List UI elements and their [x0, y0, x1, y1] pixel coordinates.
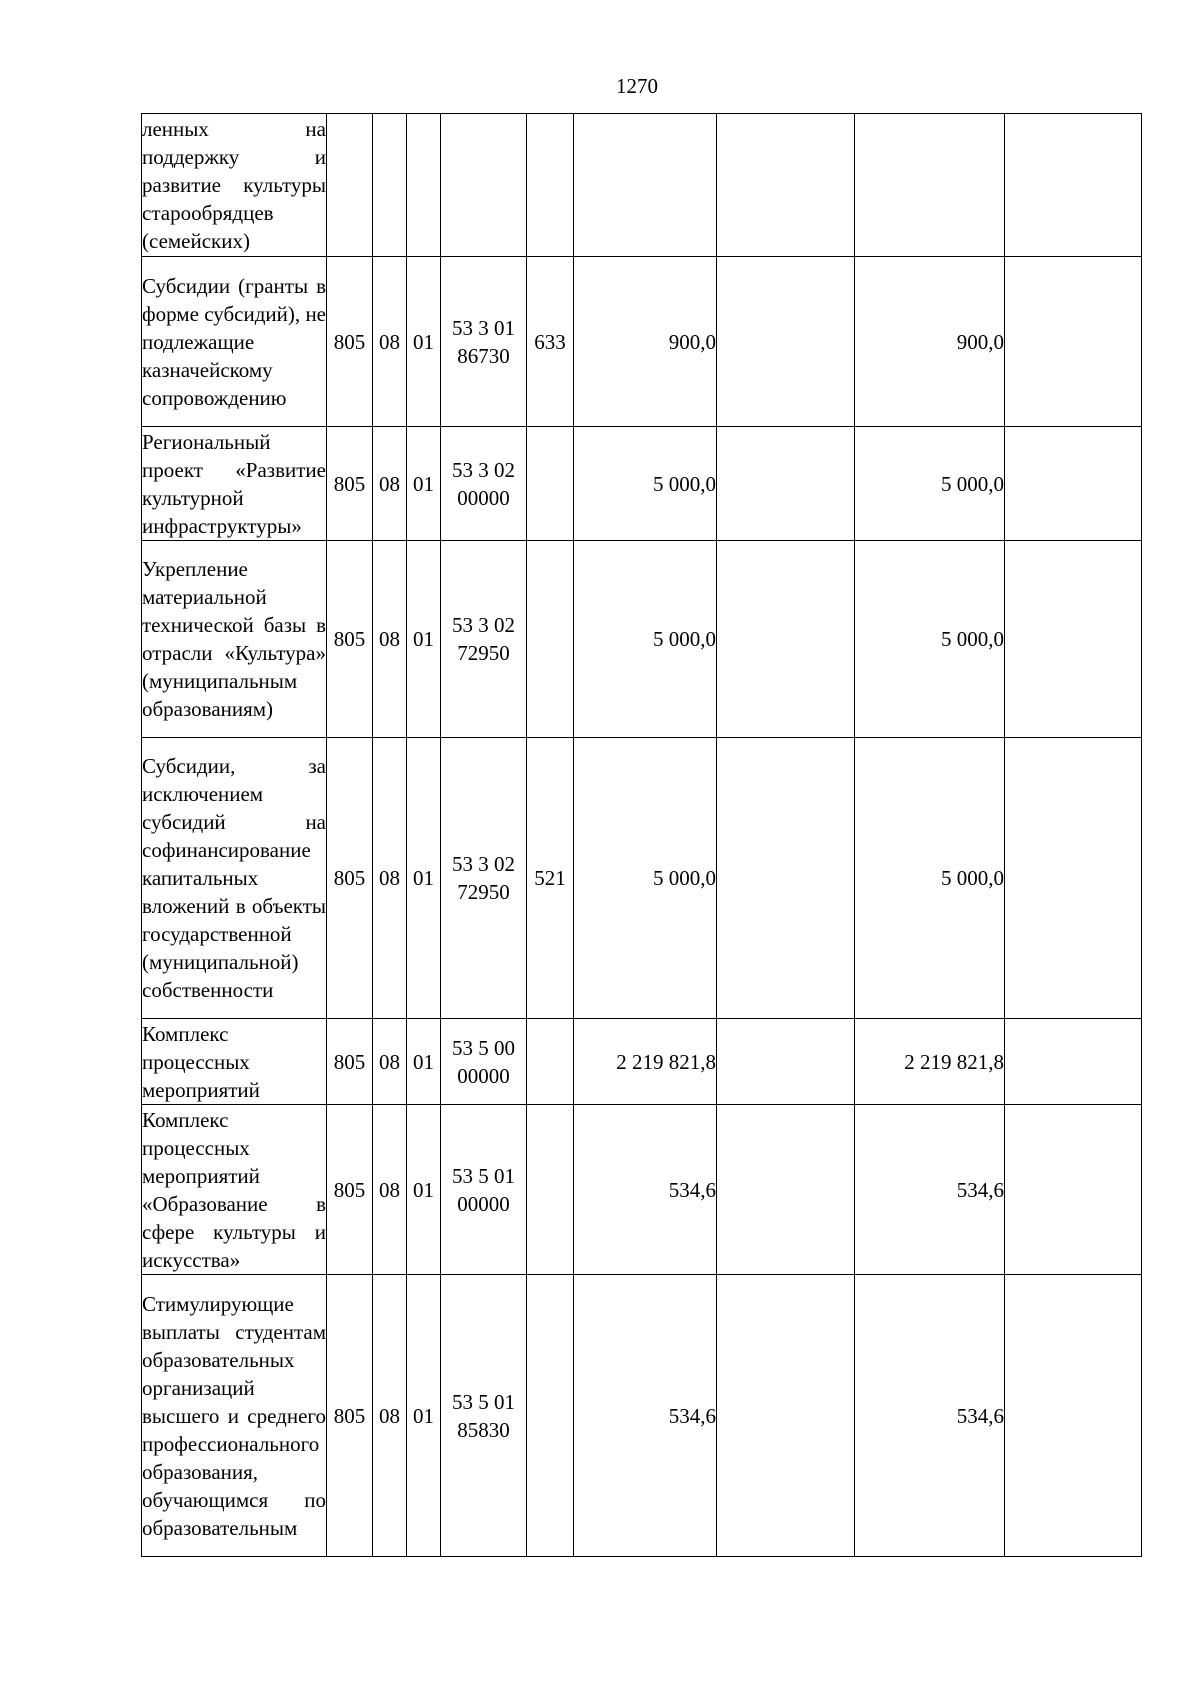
cell-item-name: Комплекс процессных мероприятий: [142, 1019, 327, 1105]
cell-regional-amount: 2 219 821,8: [855, 1019, 1005, 1105]
cell-regional-amount: 900,0: [855, 257, 1005, 427]
cell-federal-amount: [717, 257, 855, 427]
cell-other-amount: [1005, 1275, 1142, 1557]
cell-section: 08: [373, 427, 407, 541]
cell-other-amount: [1005, 738, 1142, 1019]
cell-section: [373, 114, 407, 257]
cell-target-article: [441, 1019, 527, 1105]
cell-item-name: Стимулирующие выплаты студентам образовательных организаций высшего и среднего профессионального образования, обучающимся по образовательным: [142, 1275, 327, 1557]
cell-expense-type: [527, 541, 574, 738]
table-row: [142, 738, 1142, 1019]
cell-section: 08: [373, 1019, 407, 1105]
target-article-code-part-2: 86730: [457, 343, 510, 368]
target-article-code-part-1: 53 5 00: [452, 1035, 515, 1060]
cell-federal-amount: [717, 1105, 855, 1275]
cell-target-article: [441, 257, 527, 427]
cell-item-name: Субсидии, за исключением субсидий на софинансирование капитальных вложений в объекты государственной (муниципальной) собственности: [142, 738, 327, 1019]
cell-grbs: 805: [327, 1275, 373, 1557]
cell-federal-amount: [717, 114, 855, 257]
target-article-code-part-1: 53 3 02: [452, 852, 515, 876]
cell-other-amount: [1005, 427, 1142, 541]
cell-grbs: [327, 114, 373, 257]
cell-total-amount: 534,6: [574, 1275, 717, 1557]
cell-total-amount: 5 000,0: [574, 427, 717, 541]
target-article-code-part-1: 53 5 01: [452, 1163, 515, 1188]
target-article-code-part-2: 00000: [457, 1063, 510, 1088]
cell-total-amount: 2 219 821,8: [574, 1019, 717, 1105]
budget-table: [141, 113, 1142, 1557]
cell-grbs: 805: [327, 1105, 373, 1275]
cell-grbs: 805: [327, 257, 373, 427]
table-row: [142, 257, 1142, 427]
cell-target-article: [441, 738, 527, 1019]
cell-expense-type: 633: [527, 257, 574, 427]
cell-federal-amount: [717, 541, 855, 738]
cell-total-amount: 900,0: [574, 257, 717, 427]
cell-section: 08: [373, 541, 407, 738]
target-article-code-part-2: 85830: [457, 1417, 510, 1442]
cell-federal-amount: [717, 1019, 855, 1105]
cell-total-amount: 5 000,0: [574, 541, 717, 738]
table-row: [142, 1105, 1142, 1275]
cell-expense-type: [527, 1105, 574, 1275]
cell-expense-type: 521: [527, 738, 574, 1019]
cell-subsection: [407, 114, 441, 257]
cell-section: 08: [373, 1105, 407, 1275]
cell-total-amount: 534,6: [574, 1105, 717, 1275]
target-article-code-part-2: 72950: [457, 641, 510, 665]
cell-item-name: Комплекс процессных мероприятий «Образование в сфере культуры и искусства»: [142, 1105, 327, 1275]
cell-total-amount: [574, 114, 717, 257]
cell-target-article: [441, 541, 527, 738]
target-article-code-part-1: 53 3 02: [452, 457, 515, 482]
cell-expense-type: [527, 114, 574, 257]
target-article-code-part-1: 53 3 01: [452, 315, 515, 340]
target-article-code-part-1: 53 5 01: [452, 1389, 515, 1414]
cell-subsection: 01: [407, 427, 441, 541]
cell-federal-amount: [717, 1275, 855, 1557]
cell-section: 08: [373, 257, 407, 427]
page-number: 1270: [616, 74, 658, 98]
target-article-code-part-1: 53 3 02: [452, 613, 515, 637]
cell-section: 08: [373, 1275, 407, 1557]
cell-target-article: [441, 114, 527, 257]
cell-federal-amount: [717, 738, 855, 1019]
cell-regional-amount: 5 000,0: [855, 427, 1005, 541]
cell-regional-amount: 5 000,0: [855, 738, 1005, 1019]
cell-target-article: [441, 1275, 527, 1557]
cell-expense-type: [527, 1019, 574, 1105]
cell-subsection: 01: [407, 541, 441, 738]
cell-subsection: 01: [407, 738, 441, 1019]
cell-total-amount: 5 000,0: [574, 738, 717, 1019]
cell-grbs: 805: [327, 541, 373, 738]
table-row: [142, 541, 1142, 738]
cell-section: 08: [373, 738, 407, 1019]
table-row: [142, 114, 1142, 257]
cell-regional-amount: 534,6: [855, 1105, 1005, 1275]
table-row: [142, 1275, 1142, 1557]
cell-regional-amount: [855, 114, 1005, 257]
cell-item-name: Субсидии (гранты в форме субсидий), не подлежащие казначейскому сопровождению: [142, 257, 327, 427]
cell-item-name: Региональный проект «Развитие культурной инфраструктуры»: [142, 427, 327, 541]
cell-target-article: [441, 1105, 527, 1275]
table-row: [142, 1019, 1142, 1105]
cell-other-amount: [1005, 1019, 1142, 1105]
cell-other-amount: [1005, 257, 1142, 427]
cell-target-article: [441, 427, 527, 541]
cell-subsection: 01: [407, 1105, 441, 1275]
cell-subsection: 01: [407, 1275, 441, 1557]
target-article-code-part-2: 00000: [457, 485, 510, 510]
cell-other-amount: [1005, 114, 1142, 257]
cell-item-name: ленных на поддержку и развитие культуры старообрядцев (семейских): [142, 114, 327, 257]
cell-grbs: 805: [327, 427, 373, 541]
cell-regional-amount: 5 000,0: [855, 541, 1005, 738]
cell-grbs: 805: [327, 1019, 373, 1105]
cell-expense-type: [527, 427, 574, 541]
cell-federal-amount: [717, 427, 855, 541]
cell-regional-amount: 534,6: [855, 1275, 1005, 1557]
cell-subsection: 01: [407, 257, 441, 427]
cell-grbs: 805: [327, 738, 373, 1019]
target-article-code-part-2: 72950: [457, 880, 510, 904]
cell-subsection: 01: [407, 1019, 441, 1105]
table-row: [142, 427, 1142, 541]
cell-expense-type: [527, 1275, 574, 1557]
target-article-code-part-2: 00000: [457, 1191, 510, 1216]
cell-other-amount: [1005, 541, 1142, 738]
cell-other-amount: [1005, 1105, 1142, 1275]
cell-item-name: Укрепление материальной технической базы в отрасли «Культура» (муниципальным образованиям): [142, 541, 327, 738]
